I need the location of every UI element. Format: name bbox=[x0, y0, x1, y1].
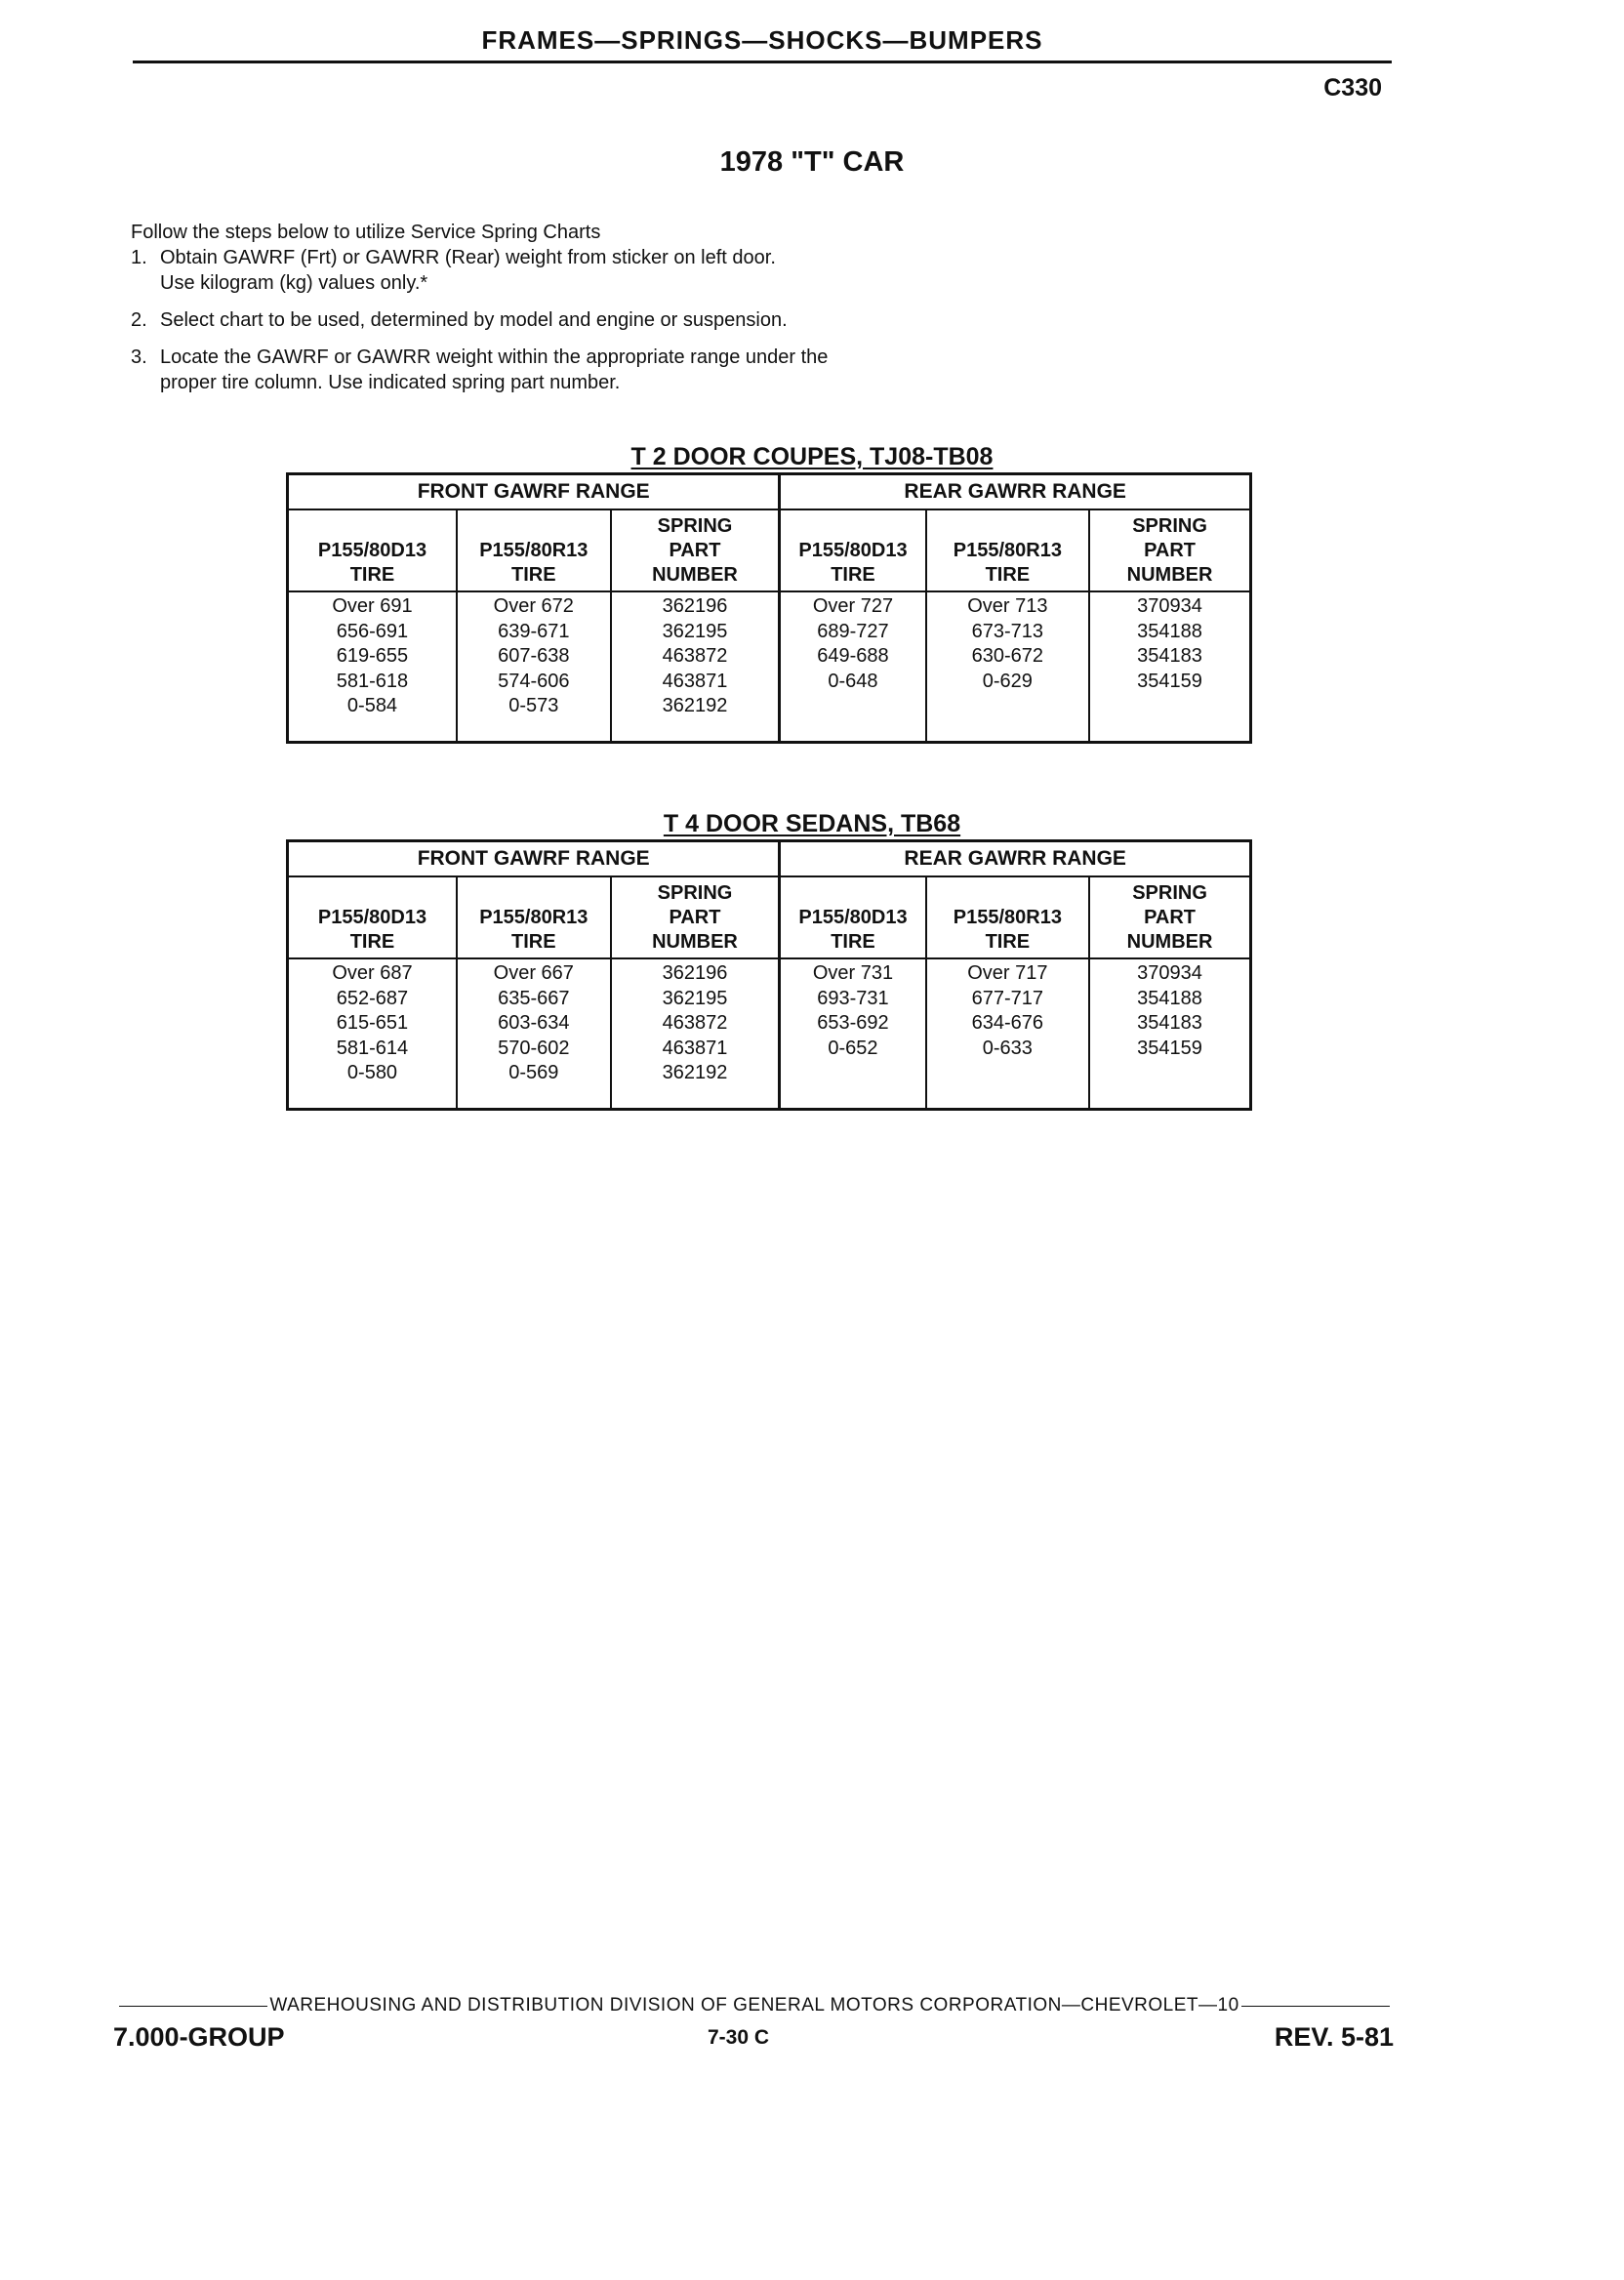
table-cell-value: Over 672 bbox=[493, 595, 574, 617]
column-header-line: TIRE bbox=[349, 931, 395, 953]
table-cell-value: 370934 bbox=[1137, 595, 1202, 617]
table-cell-value: 635-667 bbox=[498, 987, 570, 1009]
column-header bbox=[457, 509, 611, 591]
footer-page-number: 7-30 C bbox=[708, 2026, 770, 2049]
table-cell-value: 652-687 bbox=[336, 987, 409, 1009]
rear-group-header: REAR GAWRR RANGE bbox=[780, 474, 1251, 510]
page-title: 1978 "T" CAR bbox=[719, 146, 905, 178]
table-cell-value: Over 667 bbox=[493, 962, 574, 984]
table-cell-value: 463872 bbox=[662, 645, 728, 667]
coupes-table-title bbox=[0, 443, 1624, 471]
table-cell-value: 362195 bbox=[662, 620, 728, 642]
table-cell-value: 362192 bbox=[662, 1062, 728, 1083]
table-body-row bbox=[288, 591, 1251, 743]
table-column-cell bbox=[457, 591, 611, 743]
step-number: 1. bbox=[131, 247, 147, 268]
table-cell-value: 693-731 bbox=[817, 987, 889, 1009]
table-cell-value: Over 731 bbox=[812, 962, 894, 984]
table-cell-value: 370934 bbox=[1137, 962, 1202, 984]
column-header bbox=[288, 509, 457, 591]
column-headers bbox=[288, 509, 1251, 591]
table-column-cell bbox=[780, 591, 926, 743]
column-header-line: PART bbox=[1144, 907, 1197, 928]
step-3 bbox=[131, 345, 1009, 395]
table-cell-value: 362196 bbox=[662, 962, 728, 984]
footer-division-text: WAREHOUSING AND DISTRIBUTION DIVISION OF GENERAL MOTORS CORPORATION—CHEVROLET—10 bbox=[269, 1995, 1239, 2015]
sedans-table-title bbox=[0, 810, 1624, 838]
step-line: Use kilogram (kg) values only.* bbox=[160, 272, 428, 294]
column-header-line: P155/80D13 bbox=[798, 907, 908, 928]
column-header-line: P155/80D13 bbox=[317, 907, 427, 928]
table-column-cell bbox=[288, 591, 457, 743]
footer-revision: REV. 5-81 bbox=[1274, 2022, 1394, 2052]
table-cell-value: 615-651 bbox=[336, 1012, 409, 1034]
table-cell-value: 0-569 bbox=[508, 1062, 559, 1083]
table-cell-value: 603-634 bbox=[498, 1012, 570, 1034]
column-header-line: TIRE bbox=[985, 931, 1031, 953]
column-header-line: P155/80R13 bbox=[953, 540, 1062, 561]
column-header-line: P155/80R13 bbox=[479, 907, 589, 928]
table-cell-value: 463872 bbox=[662, 1012, 728, 1034]
table-cell-value: 354188 bbox=[1137, 620, 1202, 642]
column-header-line: P155/80R13 bbox=[953, 907, 1062, 928]
table-cell-value: 649-688 bbox=[817, 645, 889, 667]
table-cell-value: Over 717 bbox=[967, 962, 1048, 984]
step-line: proper tire column. Use indicated spring part number. bbox=[160, 372, 621, 393]
footer-division-line bbox=[117, 1995, 1392, 2016]
table-cell-value: 581-618 bbox=[336, 670, 409, 692]
table-cell-value: 574-606 bbox=[498, 670, 570, 692]
table-cell-value: 463871 bbox=[662, 1037, 728, 1059]
table-cell-value: 354159 bbox=[1137, 670, 1202, 692]
front-group-header: FRONT GAWRF RANGE bbox=[288, 841, 780, 877]
table-cell-value: 362192 bbox=[662, 695, 728, 716]
header-rule bbox=[133, 61, 1392, 63]
table-cell-value: 581-614 bbox=[336, 1037, 409, 1059]
step-number: 2. bbox=[131, 309, 147, 331]
step-2 bbox=[131, 307, 1009, 333]
table-cell-value: 0-629 bbox=[982, 670, 1033, 692]
table-cell-value: 619-655 bbox=[336, 645, 409, 667]
table-cell-value: 362195 bbox=[662, 987, 728, 1009]
column-header-line: P155/80D13 bbox=[798, 540, 908, 561]
column-header-line: P155/80R13 bbox=[479, 540, 589, 561]
column-header-line: SPRING bbox=[1132, 882, 1207, 904]
column-header bbox=[926, 876, 1090, 958]
column-header bbox=[457, 876, 611, 958]
table-cell-value: Over 687 bbox=[332, 962, 413, 984]
table-cell-value: 634-676 bbox=[971, 1012, 1044, 1034]
sedans-spring-table bbox=[286, 839, 1252, 1111]
table-cell-value: 673-713 bbox=[971, 620, 1044, 642]
table-cell-value: 607-638 bbox=[498, 645, 570, 667]
instructions-lead: Follow the steps below to utilize Service Spring Charts bbox=[131, 222, 601, 243]
column-header bbox=[926, 509, 1090, 591]
column-header-line: PART bbox=[1144, 540, 1197, 561]
table-column-cell bbox=[1089, 958, 1250, 1110]
table-cell-value: Over 727 bbox=[812, 595, 894, 617]
column-header bbox=[1089, 509, 1250, 591]
table-cell-value: 354159 bbox=[1137, 1037, 1202, 1059]
table-body-row bbox=[288, 958, 1251, 1110]
step-line: Obtain GAWRF (Frt) or GAWRR (Rear) weight from sticker on left door. bbox=[160, 247, 776, 268]
footer-group: 7.000-GROUP bbox=[113, 2022, 285, 2052]
table-cell-value: 639-671 bbox=[498, 620, 570, 642]
column-header-line: NUMBER bbox=[1126, 931, 1213, 953]
table-cell-value: 0-580 bbox=[346, 1062, 398, 1083]
column-header bbox=[288, 876, 457, 958]
column-header-line: P155/80D13 bbox=[317, 540, 427, 561]
table-cell-value: 0-633 bbox=[982, 1037, 1033, 1059]
table-cell-value: 354188 bbox=[1137, 987, 1202, 1009]
column-headers bbox=[288, 876, 1251, 958]
table-cell-value: Over 713 bbox=[967, 595, 1048, 617]
column-header bbox=[780, 876, 926, 958]
table-column-cell bbox=[780, 958, 926, 1110]
table-cell-value: 0-573 bbox=[508, 695, 559, 716]
instructions bbox=[131, 220, 1009, 395]
column-header-line: PART bbox=[669, 907, 721, 928]
column-header-line: NUMBER bbox=[1126, 564, 1213, 586]
column-header-line: SPRING bbox=[657, 515, 733, 537]
table-column-cell bbox=[611, 591, 780, 743]
column-header-line: SPRING bbox=[657, 882, 733, 904]
footer-rule-right bbox=[1241, 2006, 1390, 2007]
front-group-header: FRONT GAWRF RANGE bbox=[288, 474, 780, 510]
column-header bbox=[780, 509, 926, 591]
table-column-cell bbox=[288, 958, 457, 1110]
column-header-line: TIRE bbox=[511, 564, 556, 586]
table-cell-value: 0-648 bbox=[828, 670, 878, 692]
table-column-cell bbox=[1089, 591, 1250, 743]
footer-rule-left bbox=[119, 2006, 267, 2007]
column-header-line: PART bbox=[669, 540, 721, 561]
coupes-table-title-text: T 2 DOOR COUPES, TJ08-TB08 bbox=[630, 443, 994, 470]
table-column-cell bbox=[611, 958, 780, 1110]
step-number: 3. bbox=[131, 346, 147, 368]
rear-group-header: REAR GAWRR RANGE bbox=[780, 841, 1251, 877]
instructions-steps bbox=[131, 245, 1009, 395]
column-header-line: TIRE bbox=[831, 931, 875, 953]
table-cell-value: 354183 bbox=[1137, 1012, 1202, 1034]
table-cell-value: 677-717 bbox=[971, 987, 1044, 1009]
table-cell-value: 653-692 bbox=[817, 1012, 889, 1034]
table-cell-value: 689-727 bbox=[817, 620, 889, 642]
table-column-cell bbox=[457, 958, 611, 1110]
column-header-line: TIRE bbox=[831, 564, 875, 586]
column-header bbox=[611, 876, 780, 958]
table-cell-value: 656-691 bbox=[336, 620, 409, 642]
column-header bbox=[611, 509, 780, 591]
column-header-line: TIRE bbox=[511, 931, 556, 953]
coupes-spring-table bbox=[286, 472, 1252, 744]
table-cell-value: 0-584 bbox=[346, 695, 398, 716]
sedans-table-title-text: T 4 DOOR SEDANS, TB68 bbox=[663, 810, 961, 837]
table-column-cell bbox=[926, 958, 1090, 1110]
step-line: Select chart to be used, determined by model and engine or suspension. bbox=[160, 309, 788, 331]
table-column-cell bbox=[926, 591, 1090, 743]
table-cell-value: 362196 bbox=[662, 595, 728, 617]
column-header-line: NUMBER bbox=[652, 931, 738, 953]
table-cell-value: Over 691 bbox=[332, 595, 413, 617]
column-header-line: SPRING bbox=[1132, 515, 1207, 537]
column-header-line: NUMBER bbox=[652, 564, 738, 586]
section-code: C330 bbox=[1323, 74, 1382, 102]
column-header-line: TIRE bbox=[349, 564, 395, 586]
column-header-line: TIRE bbox=[985, 564, 1031, 586]
section-header-title: FRAMES—SPRINGS—SHOCKS—BUMPERS bbox=[481, 25, 1043, 55]
step-line: Locate the GAWRF or GAWRR weight within the appropriate range under the bbox=[160, 346, 829, 368]
table-cell-value: 463871 bbox=[662, 670, 728, 692]
table-cell-value: 0-652 bbox=[828, 1037, 878, 1059]
table-cell-value: 630-672 bbox=[971, 645, 1044, 667]
column-header bbox=[1089, 876, 1250, 958]
table-cell-value: 570-602 bbox=[498, 1037, 570, 1059]
step-1 bbox=[131, 245, 1009, 296]
table-cell-value: 354183 bbox=[1137, 645, 1202, 667]
